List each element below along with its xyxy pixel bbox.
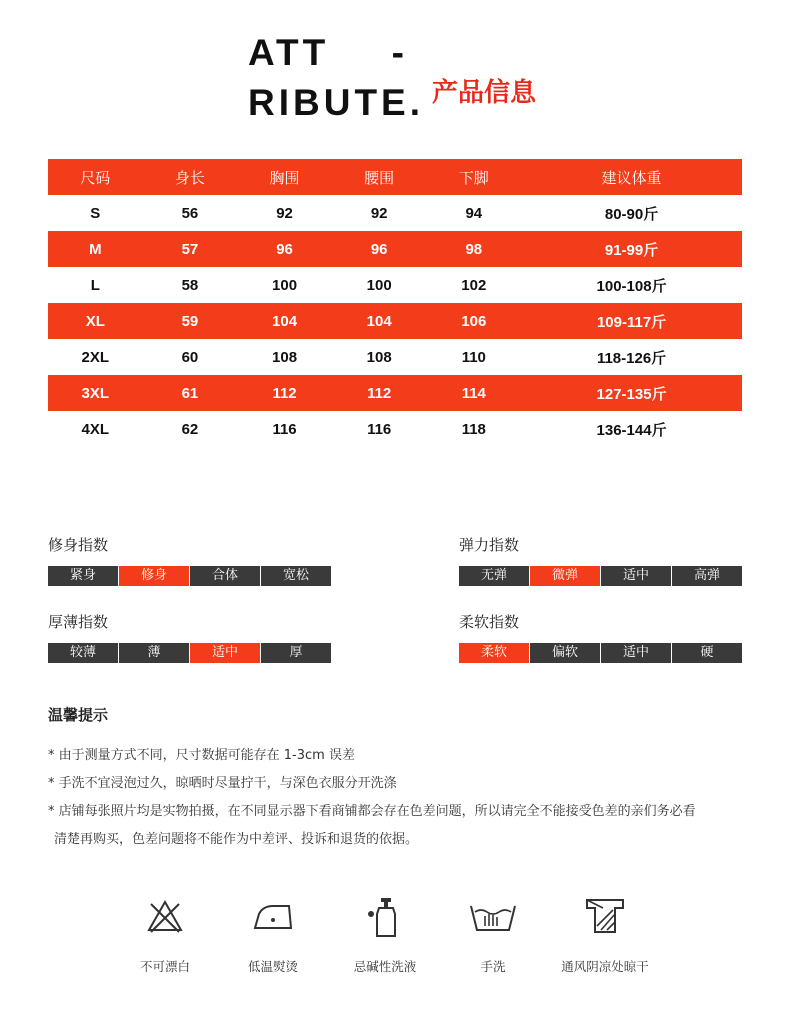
table-cell: 108 <box>272 348 298 366</box>
table-header-row <box>48 159 742 195</box>
table-row <box>48 267 742 303</box>
header-cell-length: 身长 <box>143 159 238 195</box>
table-cell: 118-126斤 <box>596 349 667 367</box>
elastic-option: 无弹 <box>459 566 529 586</box>
table-cell: 114 <box>427 375 522 411</box>
shade-dry-icon <box>581 896 629 936</box>
table-cell: 2XL <box>81 348 110 366</box>
table-cell: 116 <box>272 420 297 438</box>
table-cell: 60 <box>181 348 199 366</box>
table-cell: 136-144斤 <box>596 421 667 439</box>
table-cell: 110 <box>461 348 486 366</box>
header-cell-hem: 下脚 <box>427 159 522 195</box>
thickness-option: 适中 <box>190 643 260 663</box>
title-line-1 <box>248 28 408 78</box>
table-cell: 4XL <box>81 420 110 438</box>
fit-index-label: 修身指数 <box>48 536 109 554</box>
table-cell: 57 <box>143 231 238 267</box>
table-cell: 59 <box>143 303 238 339</box>
care-label: 低温熨烫 <box>247 959 298 974</box>
elastic-option: 微弹 <box>530 566 600 586</box>
softness-index-label: 柔软指数 <box>459 613 520 631</box>
table-cell: L <box>90 276 100 294</box>
table-row <box>48 411 742 447</box>
fit-option: 修身 <box>119 566 189 586</box>
tips-title: 温馨提示 <box>48 706 109 724</box>
header-cell-size: 尺码 <box>48 159 143 195</box>
header-cell-waist: 腰围 <box>332 159 427 195</box>
table-cell: 96 <box>237 231 332 267</box>
softness-option: 硬 <box>672 643 742 663</box>
table-cell: 92 <box>370 204 388 222</box>
no-bleach-icon <box>141 896 189 936</box>
elastic-option: 高弹 <box>672 566 742 586</box>
table-cell: M <box>48 231 143 267</box>
page-title <box>248 28 424 128</box>
table-cell: 92 <box>276 204 293 222</box>
softness-index <box>459 610 743 663</box>
table-cell: 116 <box>367 420 392 438</box>
care-label: 不可漂白 <box>139 959 190 974</box>
table-cell: 96 <box>332 231 427 267</box>
thickness-option: 较薄 <box>48 643 118 663</box>
fit-option: 合体 <box>190 566 260 586</box>
table-row <box>48 231 742 267</box>
thickness-index-label: 厚薄指数 <box>48 613 109 631</box>
title-chinese: 产品信息 <box>432 78 537 108</box>
table-cell: 94 <box>465 204 483 222</box>
elastic-index-bar <box>459 566 743 586</box>
fit-option: 宽松 <box>261 566 331 586</box>
table-cell: 98 <box>427 231 522 267</box>
table-cell: 3XL <box>48 375 143 411</box>
tip-line: 清楚再购买，色差问题将不能作为中差评、投诉和退货的依据。 <box>54 832 419 847</box>
softness-option: 适中 <box>601 643 671 663</box>
table-cell: 100-108斤 <box>596 277 667 295</box>
softness-option: 偏软 <box>530 643 600 663</box>
thickness-option: 薄 <box>119 643 189 663</box>
table-cell: 62 <box>181 420 199 438</box>
table-cell: 106 <box>427 303 522 339</box>
title-line-1-word: ATT <box>248 32 330 73</box>
table-cell: 112 <box>332 375 427 411</box>
care-label: 手洗 <box>480 959 506 974</box>
table-cell: 108 <box>366 348 392 366</box>
thickness-index <box>48 610 332 663</box>
table-cell: 104 <box>237 303 332 339</box>
table-row <box>48 375 742 411</box>
table-cell: 100 <box>272 276 298 294</box>
care-label: 忌碱性洗液 <box>353 959 417 974</box>
title-hyphen: - <box>391 32 408 73</box>
no-alkaline-detergent-icon <box>361 896 409 940</box>
thickness-option: 厚 <box>261 643 331 663</box>
table-cell: 58 <box>181 276 199 294</box>
elastic-option: 适中 <box>601 566 671 586</box>
table-row <box>48 339 742 375</box>
care-item-shade-dry <box>550 896 660 975</box>
title-line-2: RIBUTE. <box>248 82 424 123</box>
table-cell: XL <box>48 303 143 339</box>
table-cell: 80-90斤 <box>604 205 659 223</box>
table-row <box>48 303 742 339</box>
fit-option: 紧身 <box>48 566 118 586</box>
size-table <box>48 159 742 447</box>
tip-line: * 手洗不宜浸泡过久，晾晒时尽量拧干，与深色衣服分开洗涤 <box>48 776 397 791</box>
table-row <box>48 195 742 231</box>
table-cell: 104 <box>332 303 427 339</box>
fit-index-bar <box>48 566 332 586</box>
care-item-low-temp-iron <box>218 896 328 975</box>
hand-wash-icon <box>467 896 519 936</box>
table-cell: 127-135斤 <box>521 375 742 411</box>
table-cell: 61 <box>143 375 238 411</box>
softness-index-bar <box>459 643 743 663</box>
care-label: 通风阴凉处晾干 <box>561 959 649 974</box>
care-item-no-bleach <box>110 896 220 975</box>
elastic-index <box>459 533 743 586</box>
softness-option: 柔软 <box>459 643 529 663</box>
table-cell: 100 <box>366 276 392 294</box>
table-cell: 56 <box>181 204 199 222</box>
tip-line: * 店铺每张照片均是实物拍摄，在不同显示器下看商铺都会存在色差问题，所以请完全不能接受色差的亲们务必看 <box>48 804 696 819</box>
table-cell: 112 <box>237 375 332 411</box>
table-cell: 102 <box>461 276 487 294</box>
header-cell-weight: 建议体重 <box>521 159 742 195</box>
fit-index <box>48 533 332 586</box>
table-cell: S <box>90 204 101 222</box>
low-temp-iron-icon <box>249 896 297 936</box>
table-cell: 91-99斤 <box>521 231 742 267</box>
care-item-no-alkaline <box>330 896 440 975</box>
thickness-index-bar <box>48 643 332 663</box>
elastic-index-label: 弹力指数 <box>459 536 520 554</box>
tip-line: * 由于测量方式不同，尺寸数据可能存在 1-3cm 误差 <box>48 748 355 763</box>
care-item-hand-wash <box>438 896 548 975</box>
header-cell-chest: 胸围 <box>237 159 332 195</box>
table-cell: 118 <box>461 420 486 438</box>
table-cell: 109-117斤 <box>521 303 742 339</box>
